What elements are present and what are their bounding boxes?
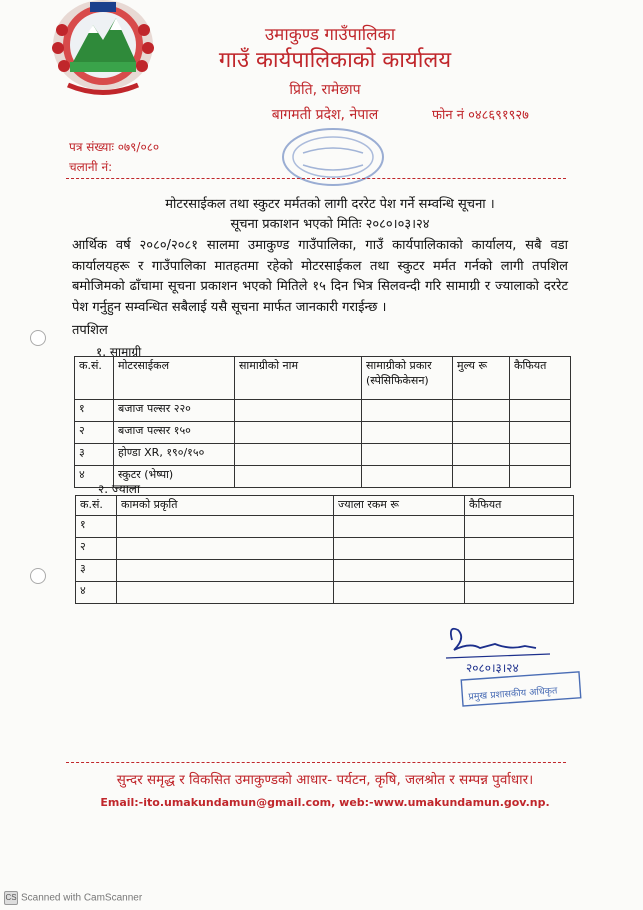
- table-cell: [510, 444, 571, 466]
- table-cell: [465, 560, 574, 582]
- table-header-cell: सामाग्रीको नाम: [235, 357, 362, 400]
- footer-divider: [66, 762, 566, 763]
- table-cell: ३: [76, 560, 117, 582]
- table-cell: [117, 560, 334, 582]
- scanner-watermark-label: Scanned with CamScanner: [21, 892, 143, 904]
- notice-subject: मोटरसाईकल तथा स्कुटर मर्मतको लागी दररेट पेश गर्ने सम्वन्धि सूचना ।: [165, 197, 495, 212]
- table-cell: [117, 582, 334, 604]
- table-cell: ४: [76, 582, 117, 604]
- handwritten-signature-icon: [451, 629, 536, 650]
- table-cell: [465, 538, 574, 560]
- table-cell: [235, 444, 362, 466]
- table-cell: [334, 538, 465, 560]
- table-cell: [453, 466, 510, 488]
- table-cell: २: [76, 538, 117, 560]
- table-cell: [362, 444, 453, 466]
- table-cell: [117, 538, 334, 560]
- labor-heading: २. ज्याला: [98, 482, 141, 496]
- table-cell: स्कुटर (भेष्पा): [114, 466, 235, 488]
- labor-table: [75, 495, 574, 604]
- table-header-cell: क.सं.: [75, 357, 114, 400]
- table-header-cell: सामाग्रीको प्रकार (स्पेसिफिकेसन): [362, 357, 453, 400]
- scanner-watermark: [4, 891, 142, 905]
- punch-hole: [30, 330, 46, 346]
- punch-hole: [30, 568, 46, 584]
- notice-body: आर्थिक वर्ष २०८०/२०८१ सालमा उमाकुण्ड गाउँपालिका, गाउँ कार्यपालिकाको कार्यालय, सबै वडा कार्यालयहरू र गाउँपालिका मातहतमा रहेको मोटरसाईकल तथा स्कुटर मर्मत गर्नको लागी तपशिल बमोजिमको ढाँचामा सूचना प्रकाशन भएको मितिले १५ दिन भित्र सिलवन्दी गरि सामाग्री र ज्यालाको दररेट पेश गर्नुहुन सम्वन्धित सबैलाई यसै सूचना मार्फत जानकारी गराईन्छ ।: [72, 238, 568, 315]
- table-row: [76, 582, 574, 604]
- table-header-cell: ज्याला रकम रू: [334, 496, 465, 516]
- table-cell: [510, 466, 571, 488]
- table-header-cell: मुल्य रू: [453, 357, 510, 400]
- letter-number: पत्र संख्याः ०७९/०८०: [69, 140, 160, 154]
- table-cell: १: [76, 516, 117, 538]
- table-cell: [453, 422, 510, 444]
- table-row: [75, 444, 571, 466]
- table-cell: १: [75, 400, 114, 422]
- table-cell: बजाज पल्सर १५०: [114, 422, 235, 444]
- table-header-cell: क.सं.: [76, 496, 117, 516]
- table-cell: [362, 400, 453, 422]
- table-cell: बजाज पल्सर २२०: [114, 400, 235, 422]
- table-cell: [235, 400, 362, 422]
- table-row: [75, 422, 571, 444]
- dispatch-number: चलानी नं:: [69, 160, 113, 174]
- table-cell: [334, 516, 465, 538]
- table-cell: ४: [75, 466, 114, 488]
- signature-date: २०८०।३।२४: [466, 661, 519, 675]
- details-label: तपशिल: [72, 323, 108, 338]
- table-header-cell: कैफियत: [465, 496, 574, 516]
- camscanner-logo-icon: CS: [4, 891, 18, 905]
- table-cell: [510, 422, 571, 444]
- footer-slogan: सुन्दर समृद्ध र विकसित उमाकुण्डको आधार- पर्यटन, कृषि, जलश्रोत र सम्पन्न पुर्वाधार।: [116, 772, 534, 788]
- table-cell: २: [75, 422, 114, 444]
- signature-block: [440, 620, 590, 710]
- materials-table: [74, 356, 571, 488]
- signatory-title: प्रमुख प्रशासकीय अधिकृत: [468, 685, 558, 703]
- table-row: [76, 516, 574, 538]
- table-row: [76, 560, 574, 582]
- table-header-cell: मोटरसाईकल: [114, 357, 235, 400]
- table-cell: [334, 560, 465, 582]
- table-cell: ३: [75, 444, 114, 466]
- footer-contact: Email:-ito.umakundamun@gmail.com, web:-www.umakundamun.gov.np.: [100, 796, 550, 809]
- table-header-cell: कामको प्रकृति: [117, 496, 334, 516]
- table-cell: [235, 422, 362, 444]
- header-divider: [66, 178, 566, 179]
- table-cell: [334, 582, 465, 604]
- phone-number: फोन नं ०४८६९१९२७: [432, 108, 529, 123]
- office-title: गाउँ कार्यपालिकाको कार्यालय: [218, 48, 452, 73]
- table-cell: [117, 516, 334, 538]
- table-cell: [453, 444, 510, 466]
- office-location: प्रिति, रामेछाप: [289, 82, 361, 98]
- table-cell: होण्डा XR, १९०/१५०: [114, 444, 235, 466]
- table-row: [76, 538, 574, 560]
- table-cell: [465, 516, 574, 538]
- office-stamp-icon: [278, 125, 388, 190]
- office-province: बागमती प्रदेश, नेपाल: [271, 107, 379, 123]
- materials-heading: १. सामाग्री: [96, 345, 142, 359]
- table-header-cell: कैफियत: [510, 357, 571, 400]
- notice-published-date: सूचना प्रकाशन भएको मितिः २०८०।०३।२४: [230, 217, 430, 232]
- table-cell: [362, 422, 453, 444]
- table-header-row: [75, 357, 571, 400]
- table-cell: [362, 466, 453, 488]
- table-cell: [510, 400, 571, 422]
- table-cell: [465, 582, 574, 604]
- table-row: [75, 400, 571, 422]
- table-cell: [453, 400, 510, 422]
- municipality-name: उमाकुण्ड गाउँपालिका: [264, 25, 396, 45]
- nepal-emblem-icon: [48, 0, 158, 100]
- table-header-row: [76, 496, 574, 516]
- table-cell: [235, 466, 362, 488]
- table-row: [75, 466, 571, 488]
